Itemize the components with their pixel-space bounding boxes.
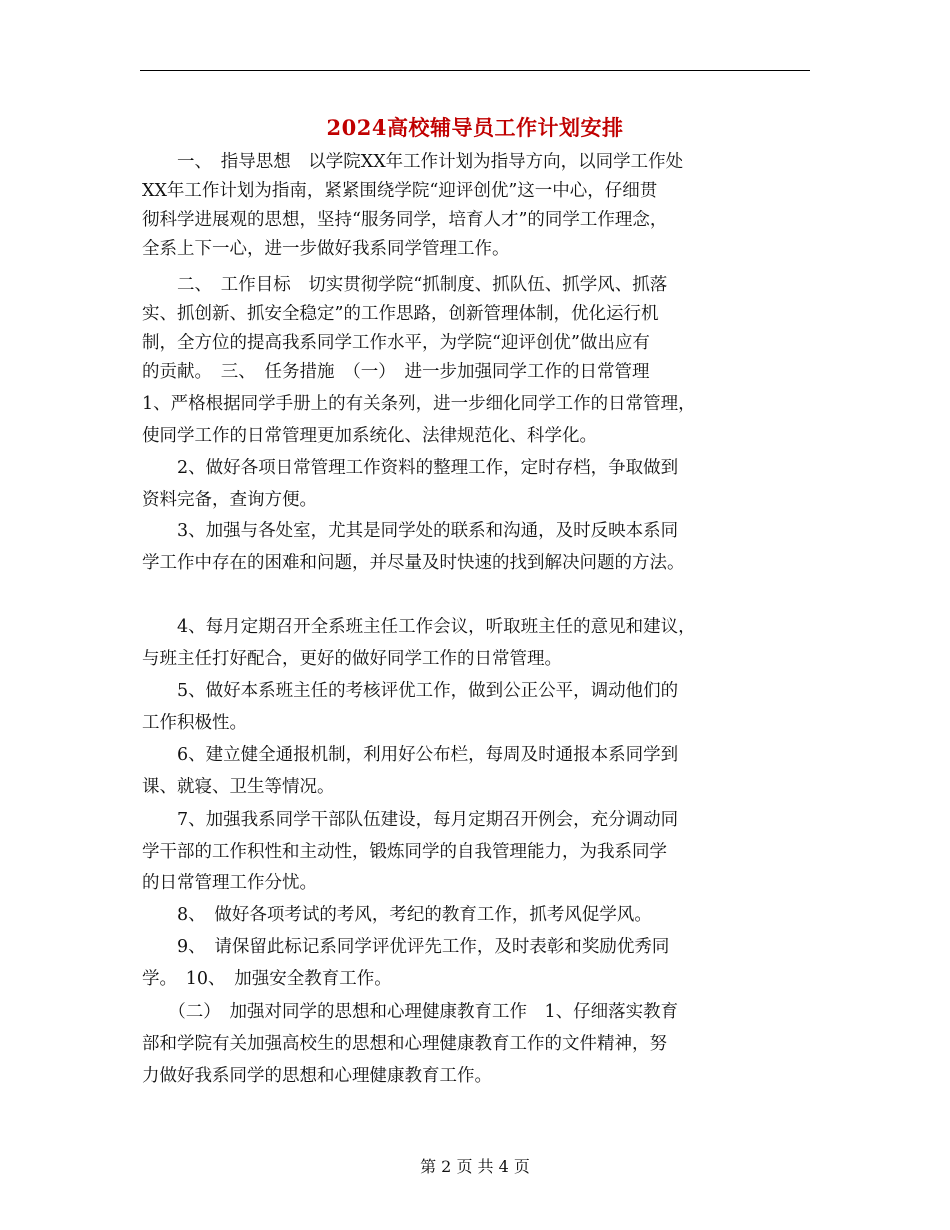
- body-line: 6、建立健全通报机制，利用好公布栏，每周及时通报本系同学到: [142, 745, 679, 765]
- body-line: 制，全方位的提高我系同学工作水平，为学院“迎评创优”做出应有: [142, 333, 650, 353]
- body-line: 二、 工作目标 切实贯彻学院“抓制度、抓队伍、抓学风、抓落: [142, 275, 668, 295]
- body-line: 4、每月定期召开全系班主任工作会议，听取班主任的意见和建议，: [142, 617, 696, 637]
- body-line: 课、就寝、卫生等情况。: [142, 777, 335, 797]
- body-line: 一、 指导思想 以学院XX年工作计划为指导方向，以同学工作处: [142, 152, 684, 172]
- body-line: XX年工作计划为指南，紧紧围绕学院“迎评创优”这一中心，仔细贯: [142, 181, 658, 201]
- body-line: 的贡献。 三、 任务措施 （一） 进一步加强同学工作的日常管理: [142, 362, 650, 382]
- body-line: 学工作中存在的困难和问题，并尽量及时快速的找到解决问题的方法。: [142, 553, 685, 573]
- body-line: 使同学工作的日常管理更加系统化、法律规范化、科学化。: [142, 426, 597, 446]
- body-line: 力做好我系同学的思想和心理健康教育工作。: [142, 1066, 492, 1086]
- body-line: 5、做好本系班主任的考核评优工作，做到公正公平，调动他们的: [142, 681, 679, 701]
- header-rule: [140, 70, 810, 71]
- body-line: 9、 请保留此标记系同学评优评先工作，及时表彰和奖励优秀同: [142, 937, 670, 957]
- body-line: 彻科学进展观的思想，坚持“服务同学，培育人才”的同学工作理念，: [142, 210, 668, 230]
- body-line: 工作积极性。: [142, 713, 247, 733]
- body-line: 实、抓创新、抓安全稳定”的工作思路，创新管理体制，优化运行机: [142, 304, 659, 324]
- body-line: 8、 做好各项考试的考风，考纪的教育工作，抓考风促学风。: [142, 905, 652, 925]
- body-line: 全系上下一心，进一步做好我系同学管理工作。: [142, 239, 510, 259]
- body-line: 资料完备，查询方便。: [142, 490, 317, 510]
- body-line: 1、严格根据同学手册上的有关条列，进一步细化同学工作的日常管理，: [142, 394, 696, 414]
- body-line: 7、加强我系同学干部队伍建设，每月定期召开例会，充分调动同: [142, 810, 679, 830]
- document-title: 2024高校辅导员工作计划安排: [326, 115, 624, 140]
- page-number: 第 2 页 共 4 页: [420, 1157, 530, 1176]
- body-line: 的日常管理工作分忧。: [142, 873, 317, 893]
- body-line: （二） 加强对同学的思想和心理健康教育工作 1、仔细落实教育: [142, 1002, 679, 1022]
- body-line: 2、做好各项日常管理工作资料的整理工作，定时存档，争取做到: [142, 458, 679, 478]
- body-line: 3、加强与各处室，尤其是同学处的联系和沟通，及时反映本系同: [142, 521, 679, 541]
- body-line: 部和学院有关加强高校生的思想和心理健康教育工作的文件精神，努: [142, 1034, 667, 1054]
- body-line: 学干部的工作积性和主动性，锻炼同学的自我管理能力，为我系同学: [142, 842, 667, 862]
- body-line: 与班主任打好配合，更好的做好同学工作的日常管理。: [142, 649, 562, 669]
- body-line: 学。 10、 加强安全教育工作。: [142, 969, 392, 989]
